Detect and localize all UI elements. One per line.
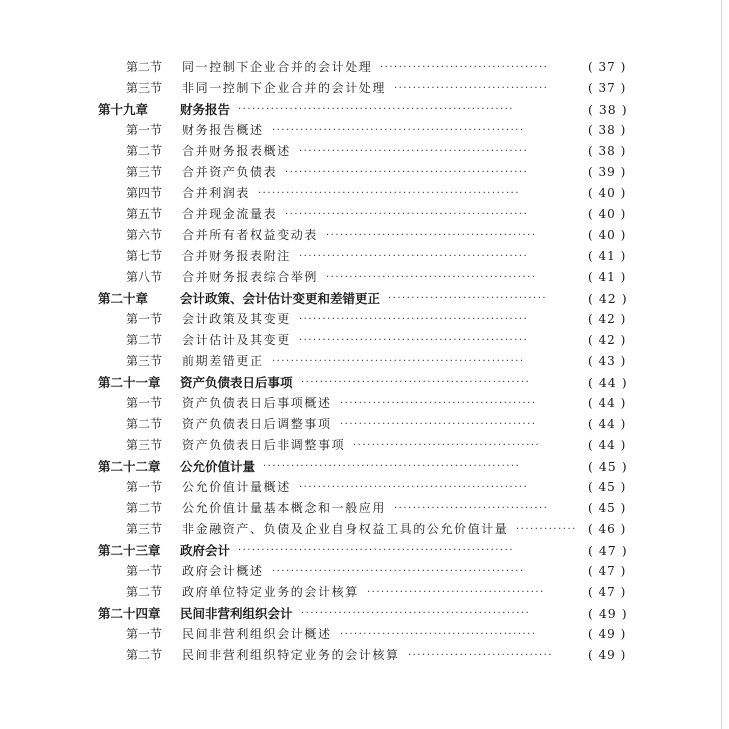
toc-dot-leader: ······················································ bbox=[272, 125, 525, 136]
toc-entry-number: 第二十三章 bbox=[98, 543, 161, 558]
toc-entry-title: 非同一控制下企业合并的会计处理 bbox=[182, 81, 387, 95]
toc-entry-number: 第一节 bbox=[126, 627, 163, 641]
toc-page-number: ( 46 ) bbox=[588, 522, 627, 536]
toc-entry-title: 民间非营利组织特定业务的会计核算 bbox=[182, 648, 400, 662]
toc-entry-title: 合并财务报表概述 bbox=[182, 144, 291, 158]
toc-dot-leader: ················································· bbox=[301, 377, 531, 388]
toc-section-row bbox=[0, 519, 729, 540]
toc-page-number: ( 37 ) bbox=[588, 60, 627, 74]
toc-section-row bbox=[0, 246, 729, 267]
toc-page-number: ( 37 ) bbox=[588, 81, 627, 95]
toc-dot-leader: ·········································· bbox=[340, 398, 537, 409]
toc-entry-title: 公允价值计量基本概念和一般应用 bbox=[182, 501, 387, 515]
toc-entry-title: 资产负债表日后事项概述 bbox=[182, 396, 332, 410]
toc-page-number: ( 47 ) bbox=[588, 585, 627, 599]
toc-section-row bbox=[0, 78, 729, 99]
toc-entry-number: 第三节 bbox=[126, 438, 163, 452]
toc-entry-number: 第一节 bbox=[126, 480, 163, 494]
toc-page-number: ( 45 ) bbox=[588, 501, 627, 515]
toc-page-number: ( 47 ) bbox=[588, 543, 628, 558]
toc-section-row bbox=[0, 183, 729, 204]
toc-dot-leader: ················································· bbox=[299, 482, 529, 493]
toc-dot-leader: ················································· bbox=[299, 146, 529, 157]
toc-dot-leader: ······················································· bbox=[263, 461, 521, 472]
toc-page-number: ( 39 ) bbox=[588, 165, 627, 179]
toc-dot-leader: ······························· bbox=[408, 650, 554, 661]
toc-page-number: ( 44 ) bbox=[588, 396, 627, 410]
toc-page-number: ( 49 ) bbox=[588, 627, 627, 641]
toc-entry-number: 第五节 bbox=[126, 207, 163, 221]
toc-section-row bbox=[0, 624, 729, 645]
toc-entry-number: 第二节 bbox=[126, 585, 163, 599]
toc-section-row bbox=[0, 582, 729, 603]
toc-page-number: ( 49 ) bbox=[588, 648, 627, 662]
toc-entry-number: 第一节 bbox=[126, 312, 163, 326]
toc-section-row bbox=[0, 477, 729, 498]
toc-section-row bbox=[0, 645, 729, 666]
toc-dot-leader: ···················································· bbox=[285, 209, 529, 220]
toc-entry-number: 第一节 bbox=[126, 396, 163, 410]
toc-entry-title: 前期差错更正 bbox=[182, 354, 264, 368]
toc-section-row bbox=[0, 351, 729, 372]
toc-section-row bbox=[0, 204, 729, 225]
toc-entry-number: 第二十二章 bbox=[98, 459, 161, 474]
toc-entry-title: 政府会计 bbox=[180, 543, 231, 558]
toc-dot-leader: ············································· bbox=[326, 272, 537, 283]
toc-entry-title: 政府单位特定业务的会计核算 bbox=[182, 585, 359, 599]
toc-dot-leader: ························································ bbox=[258, 188, 521, 199]
toc-dot-leader: ································· bbox=[394, 503, 549, 514]
toc-dot-leader: ············································· bbox=[326, 230, 537, 241]
toc-entry-number: 第三节 bbox=[126, 165, 163, 179]
toc-entry-title: 民间非营利组织会计 bbox=[180, 606, 293, 621]
toc-page-number: ( 42 ) bbox=[588, 291, 628, 306]
toc-entry-number: 第一节 bbox=[126, 123, 163, 137]
toc-dot-leader: ·········································· bbox=[340, 419, 537, 430]
toc-section-row bbox=[0, 225, 729, 246]
toc-section-row bbox=[0, 435, 729, 456]
toc-entry-number: 第三节 bbox=[126, 354, 163, 368]
toc-dot-leader: ················································· bbox=[301, 608, 531, 619]
toc-dot-leader: ··························································· bbox=[238, 545, 515, 556]
toc-entry-number: 第七节 bbox=[126, 249, 163, 263]
toc-page-number: ( 40 ) bbox=[588, 207, 627, 221]
toc-dot-leader: ································· bbox=[394, 83, 549, 94]
toc-entry-title: 合并利润表 bbox=[182, 186, 251, 200]
toc-dot-leader: ················································· bbox=[299, 251, 529, 262]
toc-page-number: ( 42 ) bbox=[588, 333, 627, 347]
toc-page-number: ( 47 ) bbox=[588, 564, 627, 578]
toc-page-number: ( 38 ) bbox=[588, 144, 627, 158]
toc-chapter-row bbox=[0, 288, 729, 309]
toc-page-number: ( 42 ) bbox=[588, 312, 627, 326]
toc-dot-leader: ·································· bbox=[388, 293, 548, 304]
toc-page-number: ( 44 ) bbox=[588, 417, 627, 431]
toc-entry-title: 同一控制下企业合并的会计处理 bbox=[182, 60, 373, 74]
toc-entry-title: 政府会计概述 bbox=[182, 564, 264, 578]
toc-entry-title: 合并财务报表综合举例 bbox=[182, 270, 319, 284]
toc-entry-title: 会计政策及其变更 bbox=[182, 312, 291, 326]
toc-entry-number: 第二节 bbox=[126, 501, 163, 515]
toc-entry-number: 第二十一章 bbox=[98, 375, 161, 390]
toc-entry-title: 合并所有者权益变动表 bbox=[182, 228, 319, 242]
toc-dot-leader: ·········································· bbox=[340, 629, 537, 640]
toc-section-row bbox=[0, 414, 729, 435]
toc-entry-number: 第十九章 bbox=[98, 102, 149, 117]
toc-entry-title: 资产负债表日后调整事项 bbox=[182, 417, 332, 431]
toc-dot-leader: ···································· bbox=[380, 62, 549, 73]
toc-entry-title: 会计政策、会计估计变更和差错更正 bbox=[180, 291, 381, 306]
toc-chapter-row bbox=[0, 99, 729, 120]
toc-chapter-row bbox=[0, 372, 729, 393]
toc-entry-number: 第八节 bbox=[126, 270, 163, 284]
toc-page-number: ( 44 ) bbox=[588, 375, 628, 390]
toc-chapter-row bbox=[0, 540, 729, 561]
toc-page-number: ( 41 ) bbox=[588, 270, 627, 284]
toc-dot-leader: ······································ bbox=[367, 587, 545, 598]
toc-page-number: ( 38 ) bbox=[588, 102, 628, 117]
toc-section-row bbox=[0, 498, 729, 519]
toc-entry-title: 资产负债表日后非调整事项 bbox=[182, 438, 346, 452]
toc-entry-title: 会计估计及其变更 bbox=[182, 333, 291, 347]
toc-entry-number: 第一节 bbox=[126, 564, 163, 578]
toc-entry-title: 非金融资产、负债及企业自身权益工具的公允价值计量 bbox=[182, 522, 509, 536]
toc-section-row bbox=[0, 57, 729, 78]
toc-section-row bbox=[0, 309, 729, 330]
toc-entry-number: 第二节 bbox=[126, 60, 163, 74]
toc-chapter-row bbox=[0, 603, 729, 624]
toc-entry-number: 第三节 bbox=[126, 522, 163, 536]
toc-dot-leader: ················································· bbox=[299, 335, 529, 346]
toc-entry-number: 第二节 bbox=[126, 648, 163, 662]
toc-entry-title: 财务报告 bbox=[180, 102, 231, 117]
toc-entry-title: 公允价值计量概述 bbox=[182, 480, 291, 494]
toc-entry-title: 资产负债表日后事项 bbox=[180, 375, 293, 390]
toc-entry-title: 合并财务报表附注 bbox=[182, 249, 291, 263]
toc-entry-number: 第六节 bbox=[126, 228, 163, 242]
toc-section-row bbox=[0, 561, 729, 582]
toc-page-number: ( 43 ) bbox=[588, 354, 627, 368]
toc-page-number: ( 45 ) bbox=[588, 480, 627, 494]
toc-dot-leader: ······················································ bbox=[272, 566, 525, 577]
toc-section-row bbox=[0, 267, 729, 288]
toc-section-row bbox=[0, 330, 729, 351]
toc-page-number: ( 44 ) bbox=[588, 438, 627, 452]
toc-entry-number: 第二十四章 bbox=[98, 606, 161, 621]
toc-page-number: ( 49 ) bbox=[588, 606, 628, 621]
toc-chapter-row bbox=[0, 456, 729, 477]
toc-entry-title: 公允价值计量 bbox=[180, 459, 256, 474]
toc-entry-number: 第二节 bbox=[126, 144, 163, 158]
toc-page-number: ( 45 ) bbox=[588, 459, 628, 474]
toc-dot-leader: ······················································ bbox=[272, 356, 525, 367]
toc-page-number: ( 38 ) bbox=[588, 123, 627, 137]
toc-dot-leader: ··························································· bbox=[238, 104, 515, 115]
toc-section-row bbox=[0, 120, 729, 141]
toc-dot-leader: ········································ bbox=[353, 440, 541, 451]
toc-entry-title: 合并资产负债表 bbox=[182, 165, 278, 179]
toc-dot-leader: ···················································· bbox=[285, 167, 529, 178]
toc-dot-leader: ················································· bbox=[299, 314, 529, 325]
toc-entry-number: 第三节 bbox=[126, 81, 163, 95]
toc-section-row bbox=[0, 393, 729, 414]
toc-entry-number: 第二十章 bbox=[98, 291, 149, 306]
toc-page-number: ( 40 ) bbox=[588, 186, 627, 200]
toc-entry-number: 第二节 bbox=[126, 333, 163, 347]
toc-entry-number: 第四节 bbox=[126, 186, 163, 200]
toc-section-row bbox=[0, 141, 729, 162]
toc-page-number: ( 41 ) bbox=[588, 249, 627, 263]
toc-dot-leader: ············· bbox=[516, 524, 577, 535]
toc-entry-title: 民间非营利组织会计概述 bbox=[182, 627, 332, 641]
toc-page-number: ( 40 ) bbox=[588, 228, 627, 242]
toc-section-row bbox=[0, 162, 729, 183]
toc-entry-title: 合并现金流量表 bbox=[182, 207, 278, 221]
toc-entry-number: 第二节 bbox=[126, 417, 163, 431]
toc-entry-title: 财务报告概述 bbox=[182, 123, 264, 137]
